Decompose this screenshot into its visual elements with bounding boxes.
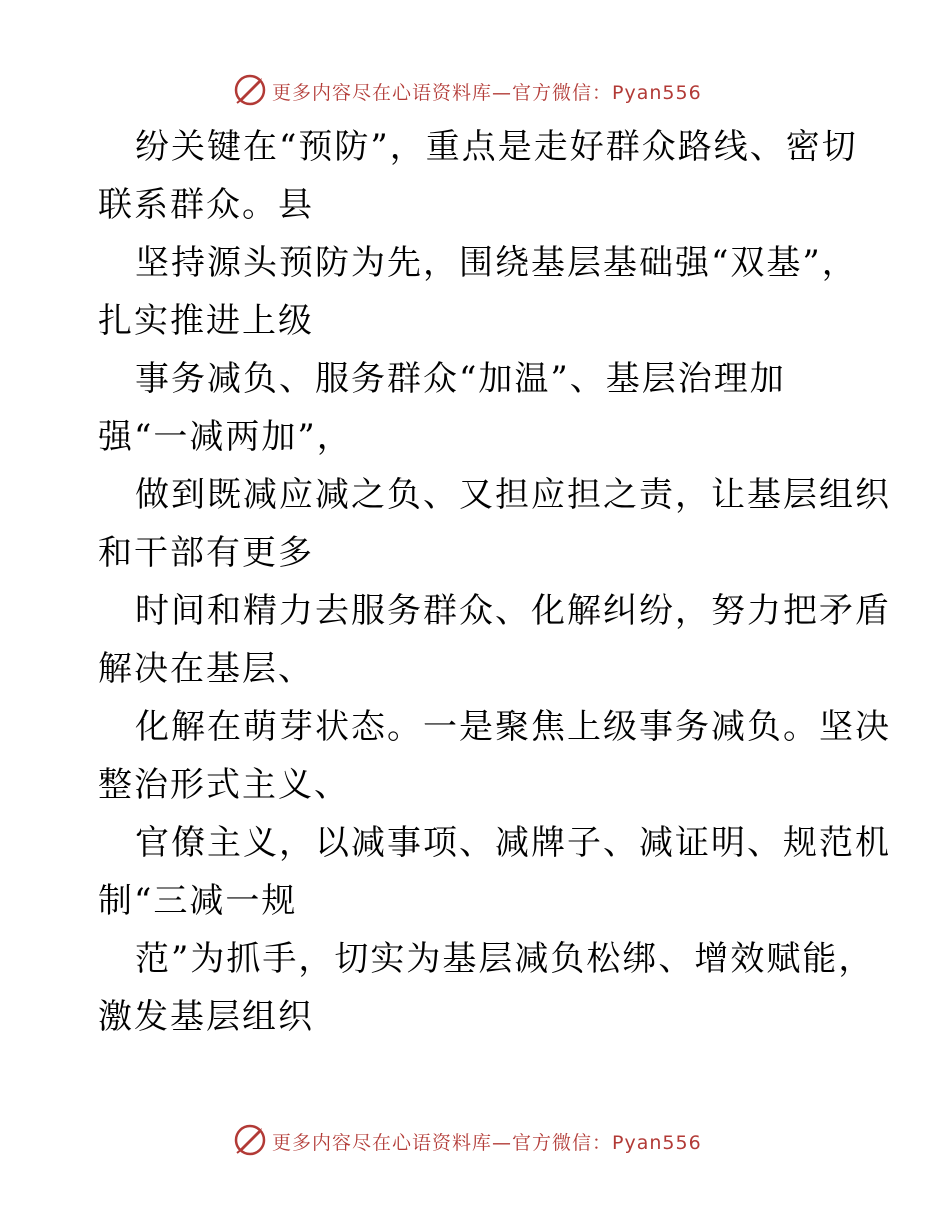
- paragraph: [98, 466, 891, 582]
- paragraph-line: 纷关键在“预防”，重点是走好群众路线、密切: [135, 127, 858, 167]
- paragraph: [98, 930, 875, 1046]
- header-banner: [0, 70, 950, 110]
- paragraph-line: 制“三减一规: [98, 881, 298, 921]
- paragraph: [98, 698, 891, 814]
- paragraph: [98, 350, 858, 466]
- header-banner-text: 更多内容尽在心语资料库—官方微信：Pyan556: [272, 82, 702, 104]
- paragraph-line: 整治形式主义、: [98, 765, 350, 805]
- paragraph-line: 强“一减两加”，: [98, 417, 353, 457]
- paragraph: [98, 814, 891, 930]
- paragraph-line: 化解在萌芽状态。一是聚焦上级事务减负。坚决: [135, 707, 891, 747]
- paragraph-line: 解决在基层、: [98, 649, 314, 689]
- paragraph-line: 联系群众。县: [98, 185, 314, 225]
- quill-pen-logo-icon: [233, 73, 267, 107]
- paragraph-line: 扎实推进上级: [98, 301, 314, 341]
- footer-banner-text: 更多内容尽在心语资料库—官方微信：Pyan556: [272, 1132, 702, 1154]
- paragraph-line: 事务减负、服务群众“加温”、基层治理加: [135, 359, 786, 399]
- paragraph-line: 坚持源头预防为先，围绕基层基础强“双基”，: [135, 243, 858, 283]
- paragraph: [98, 118, 858, 234]
- paragraph-line: 官僚主义，以减事项、减牌子、减证明、规范机: [135, 823, 891, 863]
- footer-banner: [0, 1120, 950, 1160]
- paragraph-line: 激发基层组织: [98, 997, 314, 1037]
- paragraph-line: 和干部有更多: [98, 533, 314, 573]
- paragraph: [98, 234, 858, 350]
- quill-pen-logo-icon: [233, 1123, 267, 1157]
- document-body: [98, 118, 891, 1046]
- paragraph-line: 范”为抓手，切实为基层减负松绑、增效赋能，: [135, 939, 875, 979]
- paragraph-line: 时间和精力去服务群众、化解纠纷，努力把矛盾: [135, 591, 891, 631]
- paragraph: [98, 582, 891, 698]
- paragraph-line: 做到既减应减之负、又担应担之责，让基层组织: [135, 475, 891, 515]
